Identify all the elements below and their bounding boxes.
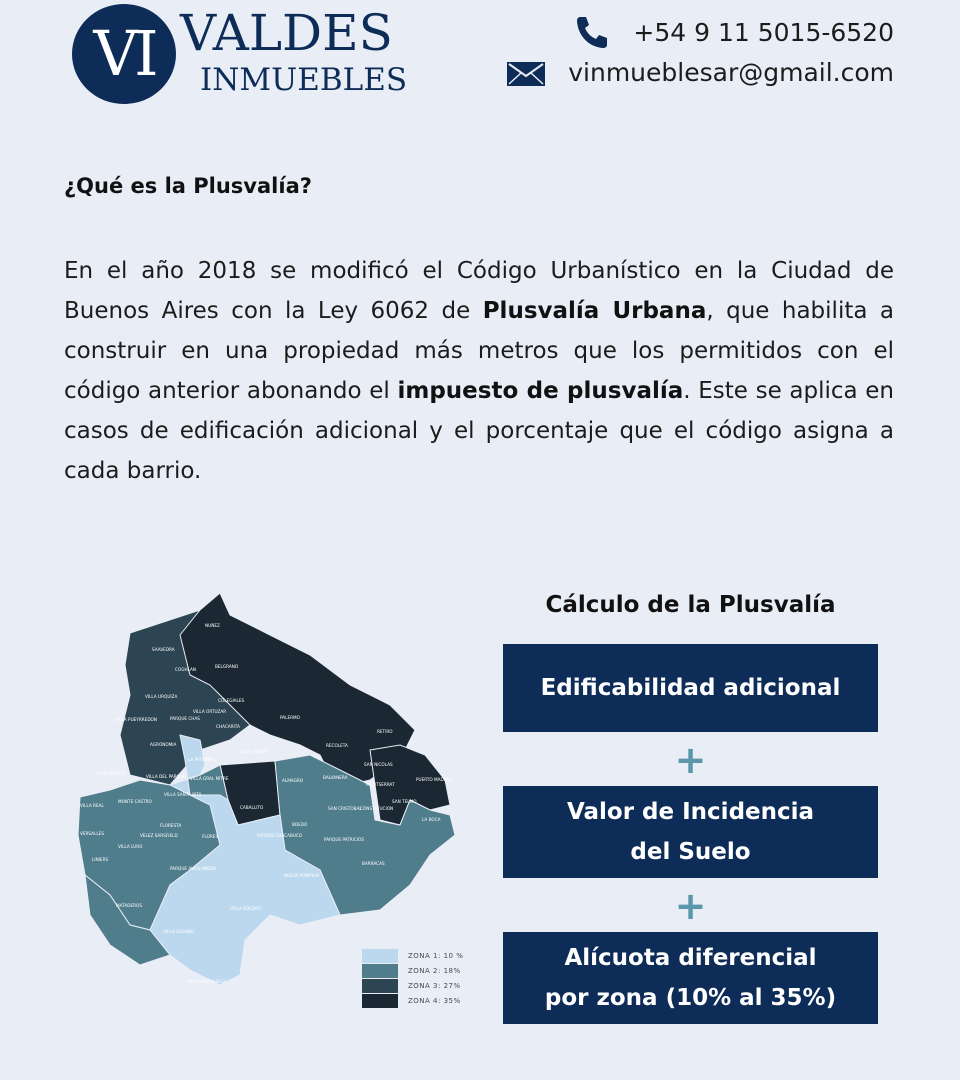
map-label-pompeya: NUEVA POMPEYA	[284, 873, 320, 878]
map-legend	[362, 948, 463, 1008]
map-label-devoto: VILLA DEVOTO	[95, 771, 126, 776]
map-label-avellaneda: PARQUE AVELLANEDA	[170, 866, 216, 871]
map-label-santelmo: SAN TELMO	[392, 799, 417, 804]
logo-subtitle: INMUEBLES	[200, 62, 408, 98]
map-label-retiro: RETIRO	[377, 729, 393, 734]
map-label-coghlan: COGHLAN	[175, 667, 197, 672]
calc-step-label: Edificabilidad adicional	[540, 675, 841, 701]
map-label-lugano: VILLA LUGANO	[163, 929, 194, 934]
map-label-montserrat: MONTSERRAT	[366, 782, 395, 787]
legend-swatch-zone3	[362, 979, 398, 993]
map-label-luro: VILLA LURO	[118, 844, 143, 849]
intro-text-2: , que habilita a construir en una propiedad más metros que los permitidos con el código anterior abonando el	[64, 298, 894, 404]
map-label-belgrano: BELGRANO	[215, 664, 239, 669]
email-contact[interactable]	[506, 54, 894, 90]
plus-icon: +	[674, 738, 707, 782]
intro-bold-1: Plusvalía Urbana	[482, 298, 707, 324]
map-label-floresta: FLORESTA	[160, 823, 182, 828]
legend-swatch-zone1	[362, 949, 398, 963]
map-label-urquiza: VILLA URQUIZA	[145, 694, 178, 699]
legend-row	[362, 963, 463, 978]
calc-step-valor-incidencia	[503, 786, 878, 878]
legend-label: ZONA 1: 10 %	[408, 951, 464, 960]
section-title: ¿Qué es la Plusvalía?	[64, 174, 312, 198]
map-label-pueyrredon: VILLA PUEYRREDON	[115, 717, 157, 722]
legend-label: ZONA 2: 18%	[408, 966, 461, 975]
map-label-delparque: VILLA DEL PARQUE	[146, 774, 186, 779]
map-label-almagro: ALMAGRO	[282, 778, 304, 783]
map-label-real: VILLA REAL	[80, 803, 104, 808]
map-label-parquechas: PARQUE CHAS	[170, 716, 200, 721]
map-label-barracas: BARRACAS	[362, 861, 385, 866]
phone-number: +54 9 11 5015-6520	[633, 17, 894, 47]
logo-monogram: VI	[72, 4, 176, 104]
calc-step-label: Alícuota diferencial	[564, 945, 817, 971]
map-label-colegiales: COLEGIALES	[218, 698, 245, 703]
map-label-palermo: PALERMO	[280, 715, 300, 720]
map-label-ortuzar: VILLA ORTUZAR	[193, 709, 227, 714]
map-label-sannicolas: SAN NICOLAS	[364, 762, 393, 767]
email-address: vinmueblesar@gmail.com	[568, 57, 894, 87]
map-label-montecastro: MONTE CASTRO	[118, 799, 152, 804]
legend-row	[362, 978, 463, 993]
legend-row	[362, 993, 463, 1008]
map-label-mataderos: MATADEROS	[116, 903, 142, 908]
map-label-santarita: VILLA SANTA RITA	[164, 792, 202, 797]
calc-step-label: por zona (10% al 35%)	[544, 985, 837, 1011]
map-label-recoleta: RECOLETA	[326, 743, 348, 748]
map-label-riachuelo: VILLA RIACHUELO	[188, 979, 226, 984]
map-label-crespo: VILLA CRESPO	[238, 749, 269, 754]
brand-logo	[72, 4, 432, 104]
plus-icon: +	[674, 884, 707, 928]
map-label-caballito: CABALLITO	[240, 805, 264, 810]
intro-paragraph	[64, 251, 894, 491]
map-label-sancristobal: SAN CRISTOBAL	[328, 806, 362, 811]
calc-step-alicuota	[503, 932, 878, 1024]
map-label-versalles: VERSALLES	[80, 831, 104, 836]
map-label-constitucion: CONSTI-TUCION	[360, 806, 394, 811]
map-label-saavedra: SAAVEDRA	[152, 647, 175, 652]
map-label-agronomia: AGRONOMIA	[150, 742, 177, 747]
legend-label: ZONA 4: 35%	[408, 996, 461, 1005]
calc-step-label: Valor de Incidencia	[566, 799, 815, 825]
calc-step-edificabilidad	[503, 644, 878, 732]
map-label-balvanera: BALVANERA	[323, 775, 348, 780]
phone-icon	[571, 14, 611, 50]
map-label-parquechacabuco: PARQUE CHACABUCO	[257, 833, 303, 838]
map-label-boedo: BOEDO	[292, 822, 308, 827]
intro-bold-2: impuesto de plusvalía	[397, 378, 684, 404]
legend-label: ZONA 3: 27%	[408, 981, 461, 990]
map-label-paternal: LA PATERNAL	[188, 757, 216, 762]
map-label-laboca: LA BOCA	[422, 817, 441, 822]
map-label-nunez: NUÑEZ	[205, 623, 220, 628]
map-label-puertomadero: PUERTO MADERO	[416, 777, 453, 782]
map-label-flores: FLORES	[202, 834, 219, 839]
intro-text-3: . Este se aplica en casos de edificación adicional y el porcentaje que el código asigna a cada barrio.	[64, 378, 894, 484]
calc-step-label: del Suelo	[630, 839, 751, 865]
mail-icon	[506, 54, 546, 90]
intro-text-1: En el año 2018 se modificó el Código Urbanístico en la Ciudad de Buenos Aires con la Ley 6062 de	[64, 258, 894, 324]
legend-swatch-zone4	[362, 994, 398, 1008]
map-label-liniers: LINIERS	[92, 857, 109, 862]
logo-name: VALDES	[180, 4, 393, 62]
map-label-parquepatricios: PARQUE PATRICIOS	[324, 837, 364, 842]
map-label-chacarita: CHACARITA	[216, 724, 240, 729]
map-label-velez: VELEZ SARSFIELD	[140, 833, 178, 838]
phone-contact[interactable]	[571, 14, 894, 50]
map-label-gralmitre: VILLA GRAL MITRE	[190, 776, 229, 781]
legend-row	[362, 948, 463, 963]
map-label-soldati: VILLA SOLDATI	[230, 906, 261, 911]
legend-swatch-zone2	[362, 964, 398, 978]
calc-title: Cálculo de la Plusvalía	[545, 592, 836, 618]
